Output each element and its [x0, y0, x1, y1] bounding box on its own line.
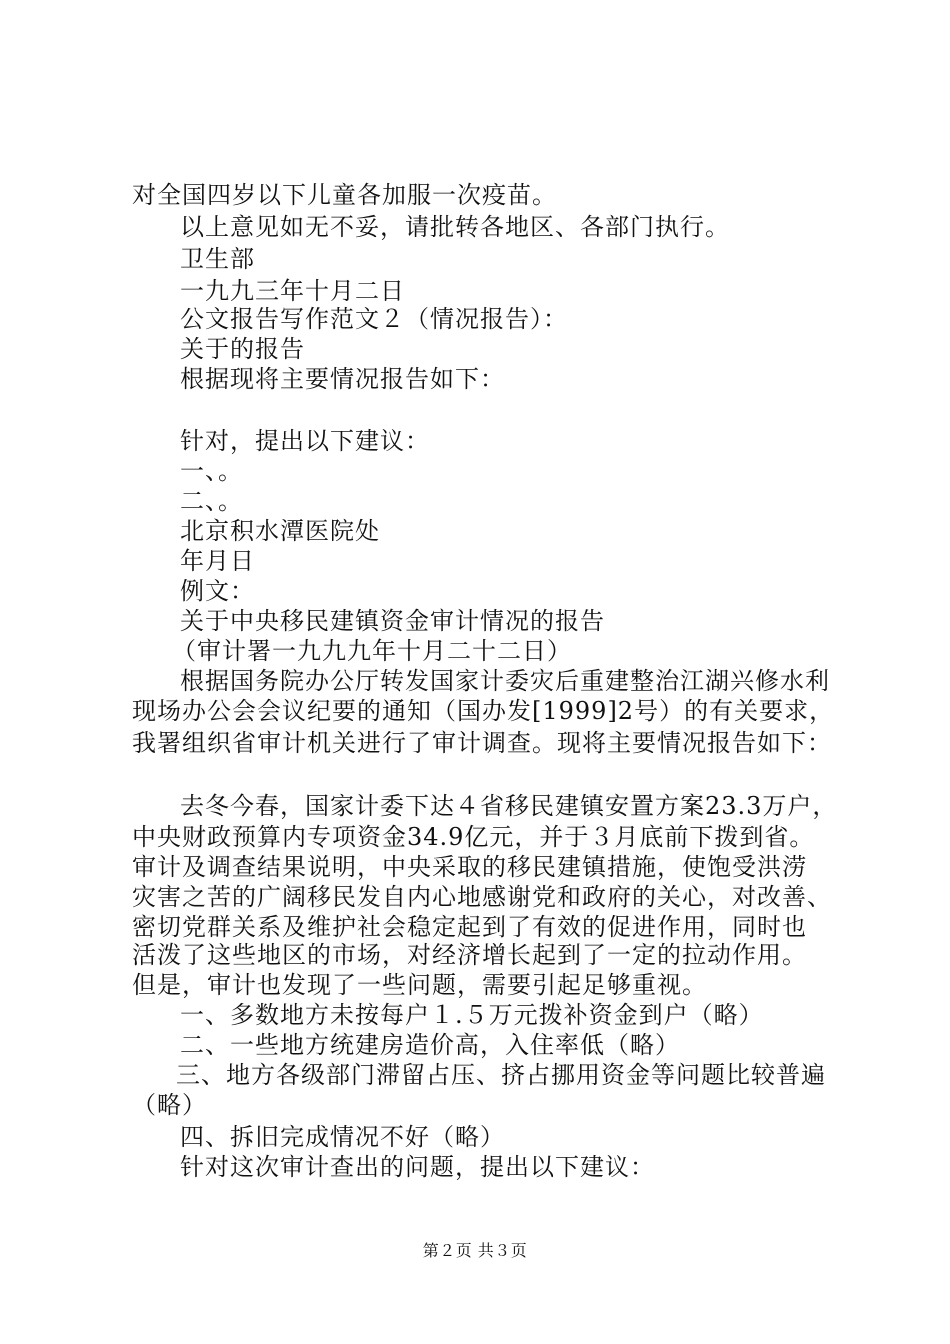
text-line: 以上意见如无不妥，请批转各地区、各部门执行。 — [180, 213, 730, 241]
text-line: 现场办公会会议纪要的通知（国办发[1999]2号）的有关要求， — [132, 697, 835, 725]
text-line: 针对这次审计查出的问题，提出以下建议： — [180, 1153, 655, 1181]
page-footer: 第２页 共３页 — [422, 1241, 528, 1260]
text-line: 但是，审计也发现了一些问题，需要引起足够重视。 — [132, 971, 707, 999]
text-line: 我署组织省审计机关进行了审计调查。现将主要情况报告如下： — [132, 729, 832, 757]
text-line: 灾害之苦的广阔移民发自内心地感谢党和政府的关心，对改善、 — [132, 883, 832, 911]
text-line: （略） — [132, 1091, 207, 1119]
text-line: 公文报告写作范文２（情况报告）： — [180, 305, 568, 333]
text-line: 一九九三年十月二日 — [180, 277, 405, 305]
text-line: 二、一些地方统建房造价高，入住率低（略） — [180, 1031, 680, 1059]
text-line: （审计署一九九九年十月二十二日） — [172, 637, 572, 665]
text-line: 去冬今春，国家计委下达４省移民建镇安置方案23.3万户， — [180, 792, 838, 820]
text-line: 根据现将主要情况报告如下： — [180, 365, 505, 393]
text-line: 关于中央移民建镇资金审计情况的报告 — [180, 607, 605, 635]
text-line: 关于的报告 — [180, 335, 305, 363]
text-line: 根据国务院办公厅转发国家计委灾后重建整治江湖兴修水利 — [180, 667, 830, 695]
text-line: 针对，提出以下建议： — [180, 427, 430, 455]
text-line: 审计及调查结果说明，中央采取的移民建镇措施，使饱受洪涝 — [132, 853, 807, 881]
text-line: 三、地方各级部门滞留占压、挤占挪用资金等问题比较普遍 — [176, 1061, 826, 1089]
text-line: 一、多数地方未按每户１.５万元拨补资金到户（略） — [180, 1001, 764, 1029]
text-line: 对全国四岁以下儿童各加服一次疫苗。 — [132, 181, 557, 209]
text-line: 例文： — [180, 577, 255, 605]
text-line: 北京积水潭医院处 — [180, 517, 380, 545]
text-line: 四、拆旧完成情况不好（略） — [180, 1123, 505, 1151]
text-line: 中央财政预算内专项资金34.9亿元，并于３月底前下拨到省。 — [132, 823, 815, 851]
text-line: 密切党群关系及维护社会稳定起到了有效的促进作用，同时也 — [132, 913, 807, 941]
text-line: 年月日 — [180, 547, 255, 575]
text-line: 二、。 — [180, 487, 243, 515]
text-line: 卫生部 — [180, 245, 255, 273]
text-line: 一、。 — [180, 457, 243, 485]
text-line: 活泼了这些地区的市场，对经济增长起到了一定的拉动作用。 — [132, 941, 807, 969]
